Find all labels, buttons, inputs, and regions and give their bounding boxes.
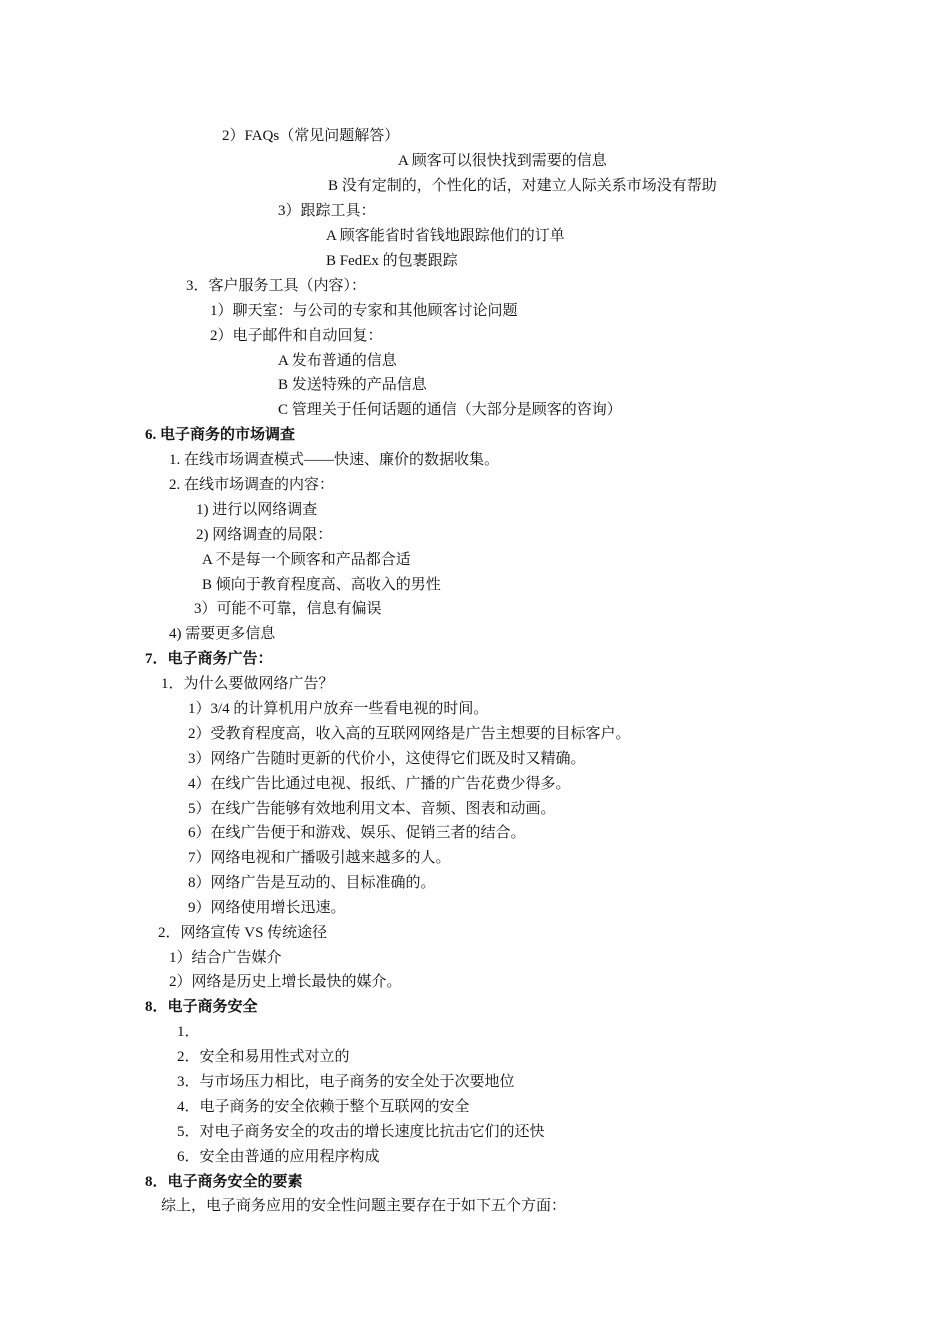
security-item-2: 2．安全和易用性式对立的 xyxy=(177,1049,350,1065)
faq-point-a: A 顾客可以很快找到需要的信息 xyxy=(398,153,607,169)
tracking-point-a: A 顾客能省时省钱地跟踪他们的订单 xyxy=(326,228,565,244)
security-item-3: 3．与市场压力相比，电子商务的安全处于次要地位 xyxy=(177,1074,515,1090)
customer-service-tools: 3．客户服务工具（内容）： xyxy=(186,278,367,294)
advertising-reason-8: 8）网络广告是互动的、目标准确的。 xyxy=(188,875,436,891)
email-point-b: B 发送特殊的产品信息 xyxy=(278,377,427,393)
security-item-4: 4．电子商务的安全依赖于整个互联网的安全 xyxy=(177,1099,470,1115)
advertising-reason-2: 2）受教育程度高，收入高的互联网网络是广告主想要的目标客户。 xyxy=(188,726,631,742)
advertising-reason-3: 3）网络广告随时更新的代价小，这使得它们既及时又精确。 xyxy=(188,751,586,767)
advertising-item-2: 2．网络宣传 VS 传统途径 xyxy=(158,925,328,941)
chat-room-item: 1）聊天室：与公司的专家和其他顾客讨论问题 xyxy=(210,303,518,319)
market-research-sub-1: 1) 进行以网络调查 xyxy=(196,502,318,518)
advertising-reason-4: 4）在线广告比通过电视、报纸、广播的广告花费少得多。 xyxy=(188,776,571,792)
faq-point-b: B 没有定制的，个性化的话，对建立人际关系市场没有帮助 xyxy=(328,178,717,194)
market-research-sub-3: 3）可能不可靠，信息有偏误 xyxy=(194,601,382,617)
advertising-item-1: 1．为什么要做网络广告？ xyxy=(161,676,334,692)
limitation-point-b: B 倾向于教育程度高、高收入的男性 xyxy=(202,577,441,593)
advertising-compare-2: 2）网络是历史上增长最快的媒介。 xyxy=(169,974,402,990)
market-research-sub-2: 2) 网络调查的局限： xyxy=(196,527,333,543)
faq-item: 2）FAQs（常见问题解答） xyxy=(222,128,400,144)
advertising-reason-7: 7）网络电视和广播吸引越来越多的人。 xyxy=(188,850,451,866)
limitation-point-a: A 不是每一个顾客和产品都合适 xyxy=(202,552,411,568)
market-research-item-2: 2. 在线市场调查的内容： xyxy=(169,477,335,493)
email-point-a: A 发布普通的信息 xyxy=(278,353,397,369)
advertising-reason-6: 6）在线广告便于和游戏、娱乐、促销三者的结合。 xyxy=(188,825,526,841)
advertising-compare-1: 1）结合广告媒介 xyxy=(169,950,282,966)
summary-paragraph: 综上，电子商务应用的安全性问题主要存在于如下五个方面： xyxy=(161,1198,567,1214)
tracking-tools-item: 3）跟踪工具： xyxy=(278,203,376,219)
section-heading-advertising: 7．电子商务广告： xyxy=(145,651,273,667)
advertising-reason-9: 9）网络使用增长迅速。 xyxy=(188,900,346,916)
market-research-sub-4: 4) 需要更多信息 xyxy=(169,626,276,642)
section-heading-security: 8．电子商务安全 xyxy=(145,999,258,1015)
email-point-c: C 管理关于任何话题的通信（大部分是顾客的咨询） xyxy=(278,402,622,418)
email-item: 2）电子邮件和自动回复： xyxy=(210,328,383,344)
section-heading-market-research: 6. 电子商务的市场调查 xyxy=(145,427,296,443)
security-item-5: 5．对电子商务安全的攻击的增长速度比抗击它们的还快 xyxy=(177,1124,545,1140)
security-item-1: 1． xyxy=(177,1024,200,1040)
section-heading-security-elements: 8．电子商务安全的要素 xyxy=(145,1174,303,1190)
market-research-item-1: 1. 在线市场调查模式——快速、廉价的数据收集。 xyxy=(169,452,500,468)
security-item-6: 6．安全由普通的应用程序构成 xyxy=(177,1149,380,1165)
advertising-reason-1: 1）3/4 的计算机用户放弃一些看电视的时间。 xyxy=(188,701,489,717)
tracking-point-b: B FedEx 的包裹跟踪 xyxy=(326,253,458,269)
advertising-reason-5: 5）在线广告能够有效地利用文本、音频、图表和动画。 xyxy=(188,801,556,817)
